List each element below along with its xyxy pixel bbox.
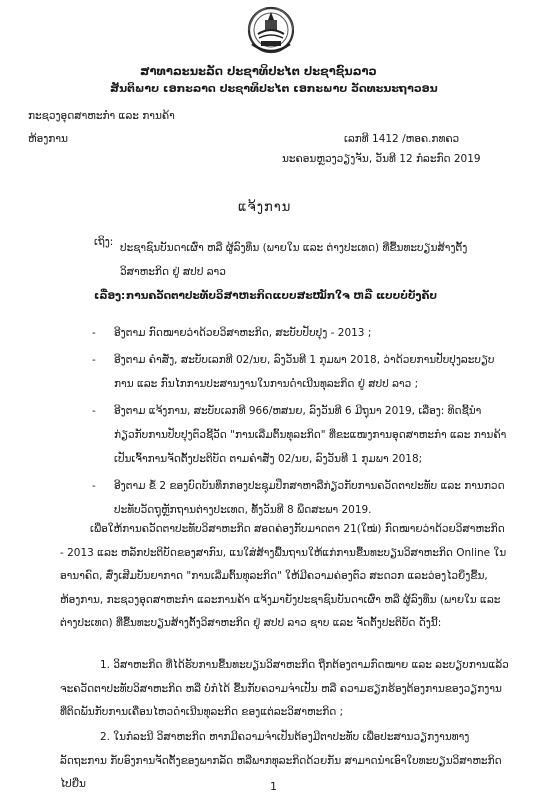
department-name: ຫ້ອງການ [28,133,68,145]
point-2: 2. ໃນກໍລະນີ ວິສາຫະກິດ ຫາກມີຄວາມຈຳເປັນຕ້ອງມີຕາປະທັບ ເພື່ອປະສານວຽກງານທາງລັດຖະການ ກັບອົງການຈັດຕັ້ງຂອງພາກລັດ ຫລືພາກທຸລະກິດດ້ວຍກັນ ສາມາດນຳເອົາໃບທະບຽນວິສາຫະກິດ ໄປຍື່ນ [60,731,502,790]
reference-text: ອີງຕາມ ຄຳສັ່ງ, ສະບັບເລກທີ 02/ນຍ, ລົງວັນທີ 1 ກຸມພາ 2018, ວ່າດ້ວຍການປັບປຸງລະບຽບການ ແລະ ກົນໄກການປະສານງານໃນການດຳເນີນທຸລະກິດ ຢູ່ ສປປ ລາວ ; [114,354,495,390]
reference-text: ອີງຕາມ ກົດໝາຍວ່າດ້ວຍວິສາຫະກິດ, ສະບັບປັບປຸງ - 2013 ; [114,327,372,339]
point-1: 1. ວິສາຫະກິດ ທີ່ໄດ້ຮັບການຂື້ນທະບຽນວິສາຫະກິດ ຖືກຕ້ອງຕາມກົດໝາຍ ແລະ ລະບຽບການແລ້ວ ຈະຄວັດຕາປະທັບວິສາຫະກິດ ຫລື ບໍ່ກໍໄດ້ ຂື້ນກັບຄວາມຈຳເປັນ ຫລື ຄວາມຮຽກຮ້ອງຕ້ອງການຂອງວຽກງານ ທີ່ຕິດພັນກັບການເຄື່ອນໄຫວດຳເນີນທຸລະກິດ ຂອງແຕ່ລະວິສາຫະກິດ ; [60,659,509,718]
reference-item: - ອີງຕາມ ແຈ້ງການ, ສະບັບເລກທີ 966/ຫສນຍ, ລົງວັນທີ 6 ມີຖຸນາ 2019, ເລື່ອງ: ທິດຊີ້ນຳກ່ຽວກັບການປັບປຸງຕົວຊີ້ວັດ "ການເລີ່ມຕົ້ນທຸລະກິດ" ທີ່ຂະແໜງການອຸດສາຫະກຳ ແລະ ການຄ້າ ເປັນເຈົ້າການຈັດຕັ້ງປະຕິບັດ ຕາມຄຳສັ່ງ 02/ນຍ, ລົງວັນທີ 1 ກຸມພາ 2018; [92,405,507,465]
document-date: ນະຄອນຫຼວງວຽງຈັນ, ວັນທີ 12 ກໍລະກົດ 2019 [282,153,481,165]
reference-item: - ອີງຕາມ ຂໍ້ 2 ຂອງບົດບັນທຶກກອງປະຊຸມປຶກສາຫາລືກ່ຽວກັບການຄວັດຕາປະທັບ ແລະ ການກວດປະທັບວັດຖຸຫຼັກຖານຕ່າງປະເທດ, ທັ້ງວັນທີ 8 ພຶດສະພາ 2019. [92,480,505,516]
header-line-1: ສາທາລະນະລັດ ປະຊາທິປະໄຕ ປະຊາຊົນລາວ [140,64,377,78]
national-emblem-logo [246,4,296,60]
document-number: ເລກທີ 1412 /ຫອຄ.ກທຄວ [344,133,460,145]
subject-label: ເລື່ອງ: [94,290,126,302]
document-title: ແຈ້ງການ [238,200,292,215]
subject-text: ການຄວັດຕາປະທັບວິສາຫະກິດແບບສະໝັກໃຈ ຫລື ແບບບໍ່ບັງຄັບ [126,290,438,302]
reference-text: ອີງຕາມ ແຈ້ງການ, ສະບັບເລກທີ 966/ຫສນຍ, ລົງວັນທີ 6 ມີຖຸນາ 2019, ເລື່ອງ: ທິດຊີ້ນຳກ່ຽວກັບການປັບປຸງຕົວຊີ້ວັດ "ການເລີ່ມຕົ້ນທຸລະກິດ" ທີ່ຂະແໜງການອຸດສາຫະກຳ ແລະ ການຄ້າ ເປັນເຈົ້າການຈັດຕັ້ງປະຕິບັດ ຕາມຄຳສັ່ງ 02/ນຍ, ລົງວັນທີ 1 ກຸມພາ 2018; [114,405,507,465]
recipient-text: ປະຊາຊົນບັນດາເຜົ່າ ຫລື ຜູ້ລົງທຶນ (ພາຍໃນ ແລະ ຕ່າງປະເທດ) ທີ່ຂື້ນທະບຽນສ້າງຕັ້ງວິສາຫະກິດ ຢູ່ ສປປ ລາວ [120,242,468,278]
reference-item: - ອີງຕາມ ຄຳສັ່ງ, ສະບັບເລກທີ 02/ນຍ, ລົງວັນທີ 1 ກຸມພາ 2018, ວ່າດ້ວຍການປັບປຸງລະບຽບການ ແລະ ກົນໄກການປະສານງານໃນການດຳເນີນທຸລະກິດ ຢູ່ ສປປ ລາວ ; [92,354,495,390]
body-paragraph: ເພື່ອໃຫ້ການຄວັດຕາປະທັບວິສາຫະກິດ ສອດຄ່ອງກັບມາດຕາ 21(ໃໝ່) ກົດໝາຍວ່າດ້ວຍວິສາຫະກິດ - 2013 ແລະ ຫລັກປະຕິບັດຂອງສາກົນ, ແນໃສ່ສ້າງພື້ນຖານໃຫ້ແກ່ການຂື້ນທະບຽນວິສາຫະກິດ Online ໃນອານາຄົດ, ສົ່ງເສີມບັນຍາກາດ "ການເລີ່ມຕົ້ນທຸລະກິດ" ໃຫ້ມີຄວາມຄ່ອງຕົວ ສະດວກ ແລະວ່ອງໄວຍິ່ງຂື້ນ, ຫ້ອງການ, ກະຊວງອຸດສາຫະກຳ ແລະການຄ້າ ແຈ້ງມາຍັງປະຊາຊົນບັນດາເຜົ່າ ຫລື ຜູ້ລົງທຶນ (ພາຍໃນ ແລະ ຕ່າງປະເທດ) ທີ່ຂື້ນທະບຽນສ້າງຕັ້ງວິສາຫະກິດ ຢູ່ ສປປ ລາວ ຊາບ ແລະ ຈັດຕັ້ງປະຕິບັດ ດັ່ງນີ້: [60,523,507,629]
header-line-2: ສັນຕິພາບ ເອກະລາດ ປະຊາທິປະໄຕ ເອກະພາບ ວັດທະນະຖາວອນ [110,82,438,95]
recipient-label: ເຖິງ: [94,236,114,248]
page-number: 1 [270,780,277,793]
reference-item: - ອີງຕາມ ກົດໝາຍວ່າດ້ວຍວິສາຫະກິດ, ສະບັບປັບປຸງ - 2013 ; [92,327,372,339]
ministry-name: ກະຊວງອຸດສາຫະກຳ ແລະ ການຄ້າ [28,110,175,122]
reference-text: ອີງຕາມ ຂໍ້ 2 ຂອງບົດບັນທຶກກອງປະຊຸມປຶກສາຫາລືກ່ຽວກັບການຄວັດຕາປະທັບ ແລະ ການກວດປະທັບວັດຖຸຫຼັກຖານຕ່າງປະເທດ, ທັ້ງວັນທີ 8 ພຶດສະພາ 2019. [114,480,505,516]
references-list [92,321,512,525]
